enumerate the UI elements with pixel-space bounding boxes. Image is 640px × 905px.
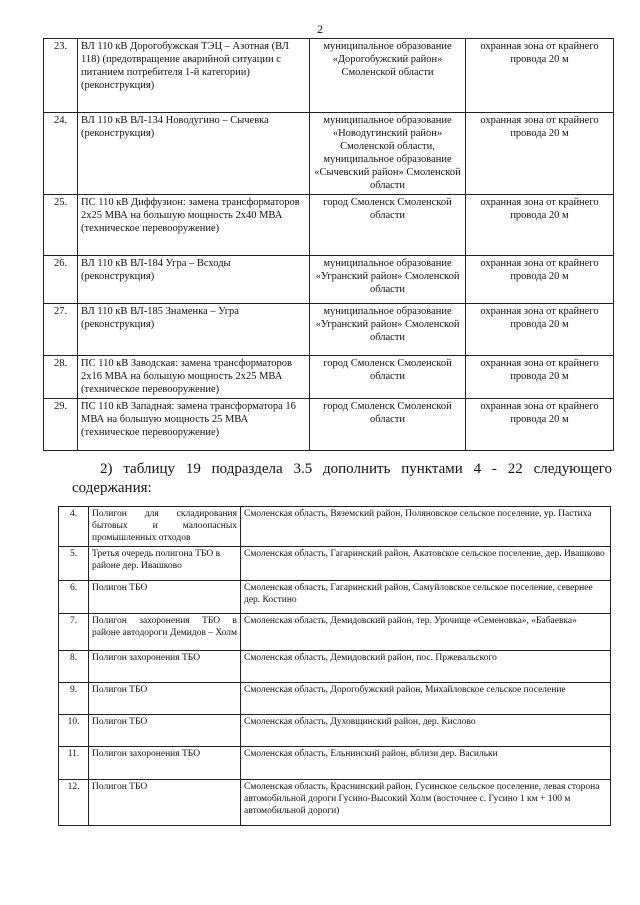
power-facilities-table: [43, 38, 614, 451]
table-row: [59, 581, 611, 614]
facility-location: город Смоленск Смоленской области: [310, 356, 466, 399]
table-row: [59, 507, 611, 547]
protection-zone: охранная зона от крайнего провода 20 м: [466, 304, 614, 356]
table-row: [59, 547, 611, 581]
row-number: 23.: [44, 39, 78, 113]
table-row: [44, 356, 614, 399]
landfill-address: Смоленская область, Демидовский район, пос. Пржевальского: [241, 651, 611, 683]
landfill-address: Смоленская область, Духовщинский район, дер. Кислово: [241, 715, 611, 747]
facility-name: ПС 110 кВ Заводская: замена трансформаторов 2х16 МВА на большую мощность 2х25 МВА (техническое перевооружение): [78, 356, 310, 399]
table-row: [59, 747, 611, 780]
row-number: 8.: [59, 651, 89, 683]
landfill-name: Полигон захоронения ТБО: [89, 651, 241, 683]
landfill-name: Третья очередь полигона ТБО в районе дер. Ивашково: [89, 547, 241, 581]
row-number: 29.: [44, 399, 78, 451]
row-number: 25.: [44, 195, 78, 256]
row-number: 26.: [44, 256, 78, 304]
landfill-name: Полигон ТБО: [89, 780, 241, 826]
landfill-address: Смоленская область, Демидовский район, тер. Урочище «Семеновка», «Бабаевка»: [241, 614, 611, 651]
page-number: 2: [317, 22, 323, 36]
paragraph-line: содержания:: [72, 480, 152, 496]
landfill-table: [58, 506, 611, 826]
facility-name: ПС 110 кВ Диффузион: замена трансформаторов 2х25 МВА на большую мощность 2х40 МВА (техническое перевооружение): [78, 195, 310, 256]
protection-zone: охранная зона от крайнего провода 20 м: [466, 39, 614, 113]
paragraph-line: 2) таблицу 19 подраздела 3.5 дополнить пунктами 4 - 22 следующего: [100, 461, 612, 477]
table-row: [44, 304, 614, 356]
landfill-address: Смоленская область, Вяземский район, Поляновское сельское поселение, ур. Пастиха: [241, 507, 611, 547]
facility-location: муниципальное образование «Новодугинский район» Смоленской области, муниципальное образование «Сычевский район» Смоленской области: [310, 113, 466, 195]
row-number: 7.: [59, 614, 89, 651]
landfill-name: Полигон для складирования бытовых и малоопасных промышленных отходов: [89, 507, 241, 547]
facility-location: город Смоленск Смоленской области: [310, 195, 466, 256]
table-row: [59, 683, 611, 715]
landfill-address: Смоленская область, Гагаринский район, Самуйловское сельское поселение, севернее дер. Костино: [241, 581, 611, 614]
table-row: [44, 399, 614, 451]
row-number: 5.: [59, 547, 89, 581]
landfill-address: Смоленская область, Ельнинский район, вблизи дер. Васильки: [241, 747, 611, 780]
landfill-address: Смоленская область, Гагаринский район, Акатовское сельское поселение, дер. Ивашково: [241, 547, 611, 581]
protection-zone: охранная зона от крайнего провода 20 м: [466, 113, 614, 195]
facility-location: муниципальное образование «Дорогобужский район» Смоленской области: [310, 39, 466, 113]
protection-zone: охранная зона от крайнего провода 20 м: [466, 356, 614, 399]
row-number: 4.: [59, 507, 89, 547]
landfill-name: Полигон захоронения ТБО в районе автодороги Демидов – Холм: [89, 614, 241, 651]
facility-name: ВЛ 110 кВ ВЛ-185 Знаменка – Угра (реконструкция): [78, 304, 310, 356]
row-number: 12.: [59, 780, 89, 826]
table-row: [59, 780, 611, 826]
row-number: 9.: [59, 683, 89, 715]
landfill-name: Полигон ТБО: [89, 683, 241, 715]
table-row: [44, 113, 614, 195]
facility-location: город Смоленск Смоленской области: [310, 399, 466, 451]
row-number: 24.: [44, 113, 78, 195]
table-row: [59, 614, 611, 651]
protection-zone: охранная зона от крайнего провода 20 м: [466, 256, 614, 304]
facility-name: ВЛ 110 кВ ВЛ-134 Новодугино – Сычевка (реконструкция): [78, 113, 310, 195]
facility-location: муниципальное образование «Угранский район» Смоленской области: [310, 256, 466, 304]
landfill-name: Полигон ТБО: [89, 581, 241, 614]
landfill-name: Полигон ТБО: [89, 715, 241, 747]
facility-name: ПС 110 кВ Западная: замена трансформатора 16 МВА на большую мощность 25 МВА (техническое перевооружение): [78, 399, 310, 451]
facility-name: ВЛ 110 кВ ВЛ-184 Угра – Всходы (реконструкция): [78, 256, 310, 304]
amendment-paragraph: [72, 460, 612, 498]
table-row: [59, 715, 611, 747]
facility-name: ВЛ 110 кВ Дорогобужская ТЭЦ – Азотная (ВЛ 118) (предотвращение аварийной ситуации с питанием потребителя 1-й категории) (реконструкция): [78, 39, 310, 113]
facility-location: муниципальное образование «Угранский район» Смоленской области: [310, 304, 466, 356]
protection-zone: охранная зона от крайнего провода 20 м: [466, 195, 614, 256]
landfill-address: Смоленская область, Дорогобужский район, Михайловское сельское поселение: [241, 683, 611, 715]
table-row: [44, 256, 614, 304]
landfill-name: Полигон захоронения ТБО: [89, 747, 241, 780]
row-number: 28.: [44, 356, 78, 399]
row-number: 27.: [44, 304, 78, 356]
table-row: [44, 195, 614, 256]
row-number: 6.: [59, 581, 89, 614]
table-row: [44, 39, 614, 113]
landfill-address: Смоленская область, Краснинский район, Гусинское сельское поселение, левая сторона автомобильной дороги Гусино-Высокий Холм (восточнее с. Гусино 1 км + 100 м автомобильной дороги): [241, 780, 611, 826]
row-number: 11.: [59, 747, 89, 780]
protection-zone: охранная зона от крайнего провода 20 м: [466, 399, 614, 451]
table-row: [59, 651, 611, 683]
row-number: 10.: [59, 715, 89, 747]
